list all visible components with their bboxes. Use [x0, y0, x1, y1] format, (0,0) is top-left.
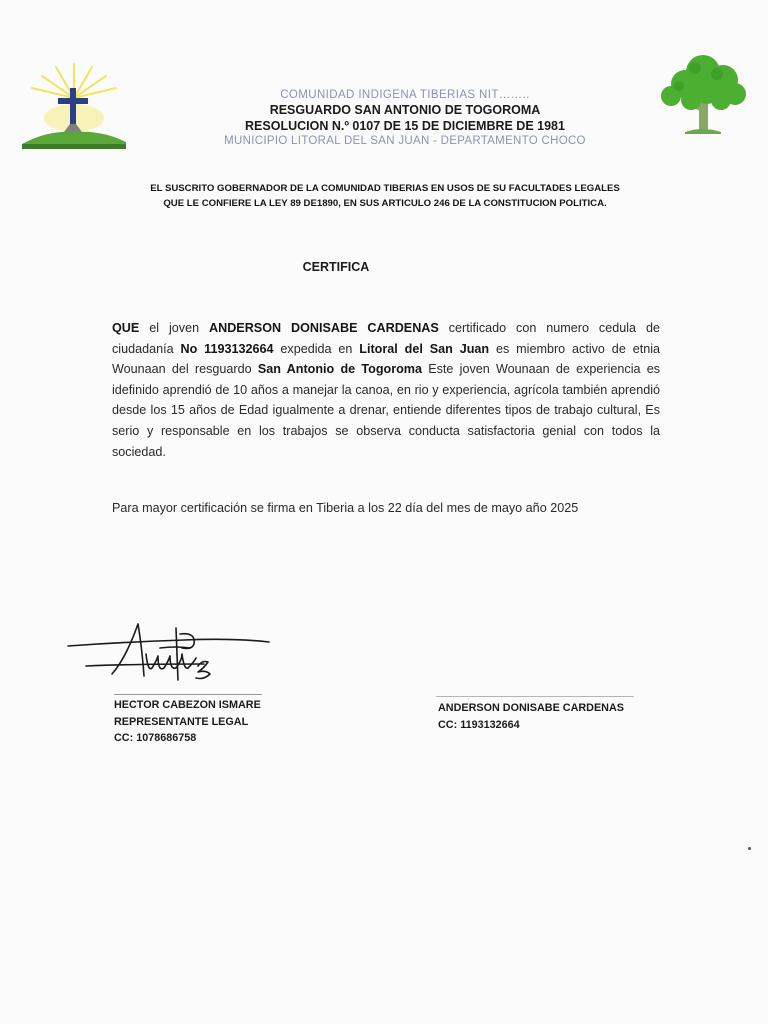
cross-sunrise-logo-icon	[18, 58, 130, 153]
handwritten-signature-icon	[64, 618, 274, 698]
title-text: CERTIFICA	[302, 260, 370, 274]
statement-line-1: EL SUSCRITO GOBERNADOR DE LA COMUNIDAD TIBERIAS EN USOS DE SU FACULTADES LEGALES	[150, 183, 620, 194]
closing-line: Para mayor certificación se firma en Tiberia a los 22 día del mes de mayo año 2025	[112, 501, 579, 515]
signature-line-left	[114, 694, 262, 695]
certificate-body	[112, 318, 660, 462]
signature-line-right	[436, 696, 634, 697]
body-bold-que: QUE	[112, 321, 140, 335]
body-text-segment: Este joven Wounaan de experiencia es idefinido aprendió de 10 años a manejar la canoa, en rio y experiencia, agrícola también aprendió desde los 15 años de Edad igualmente a drenar, entiende diferentes tipos de trabajo cultural, Es serio y responsable en los trabajos se observa conducta satisfactoria genial con todos la sociedad.	[112, 362, 661, 459]
signer-left-name: HECTOR CABEZON ISMARE	[114, 699, 261, 711]
signer-left-role: REPRESENTANTE LEGAL	[114, 715, 249, 728]
signer-left-id: CC: 1078686758	[114, 732, 197, 744]
body-paragraph	[112, 318, 660, 462]
body-text-segment: el joven	[139, 321, 210, 335]
body-text-segment: expedida en	[273, 341, 360, 356]
signer-right-block	[438, 700, 624, 733]
municipality-line: MUNICIPIO LITORAL DEL SAN JUAN - DEPARTAMENTO CHOCO	[224, 135, 586, 147]
reserve-name: RESGUARDO SAN ANTONIO DE TOGOROMA	[269, 103, 541, 117]
paper-speck	[748, 847, 751, 850]
authority-statement	[90, 181, 680, 211]
body-text-segment: certificado con numero cedula de ciudadanía	[112, 321, 660, 356]
document-title	[0, 260, 768, 274]
signer-left-block	[114, 697, 261, 747]
body-bold-place: Litoral del San Juan	[359, 341, 490, 356]
organization-name: COMUNIDAD INDIGENA TIBERIAS NIT……..	[280, 89, 530, 101]
signer-right-name: ANDERSON DONISABE CARDENAS	[438, 702, 624, 714]
body-text-segment: es miembro activo de etnia Wounaan del resguardo	[112, 341, 661, 377]
statement-line-2: QUE LE CONFIERE LA LEY 89 DE1890, EN SUS ARTICULO 246 DE LA CONSTITUCION POLITICA.	[163, 198, 607, 209]
signer-right-id: CC: 1193132664	[438, 718, 520, 731]
letterhead	[130, 88, 680, 149]
resolution-line: RESOLUCION N.º 0107 DE 15 DE DICIEMBRE DE 1981	[245, 119, 565, 133]
body-bold-id-number: No 1193132664	[180, 341, 274, 356]
body-bold-name: ANDERSON DONISABE CARDENAS	[209, 321, 439, 335]
body-bold-reserve: San Antonio de Togoroma	[257, 362, 423, 377]
